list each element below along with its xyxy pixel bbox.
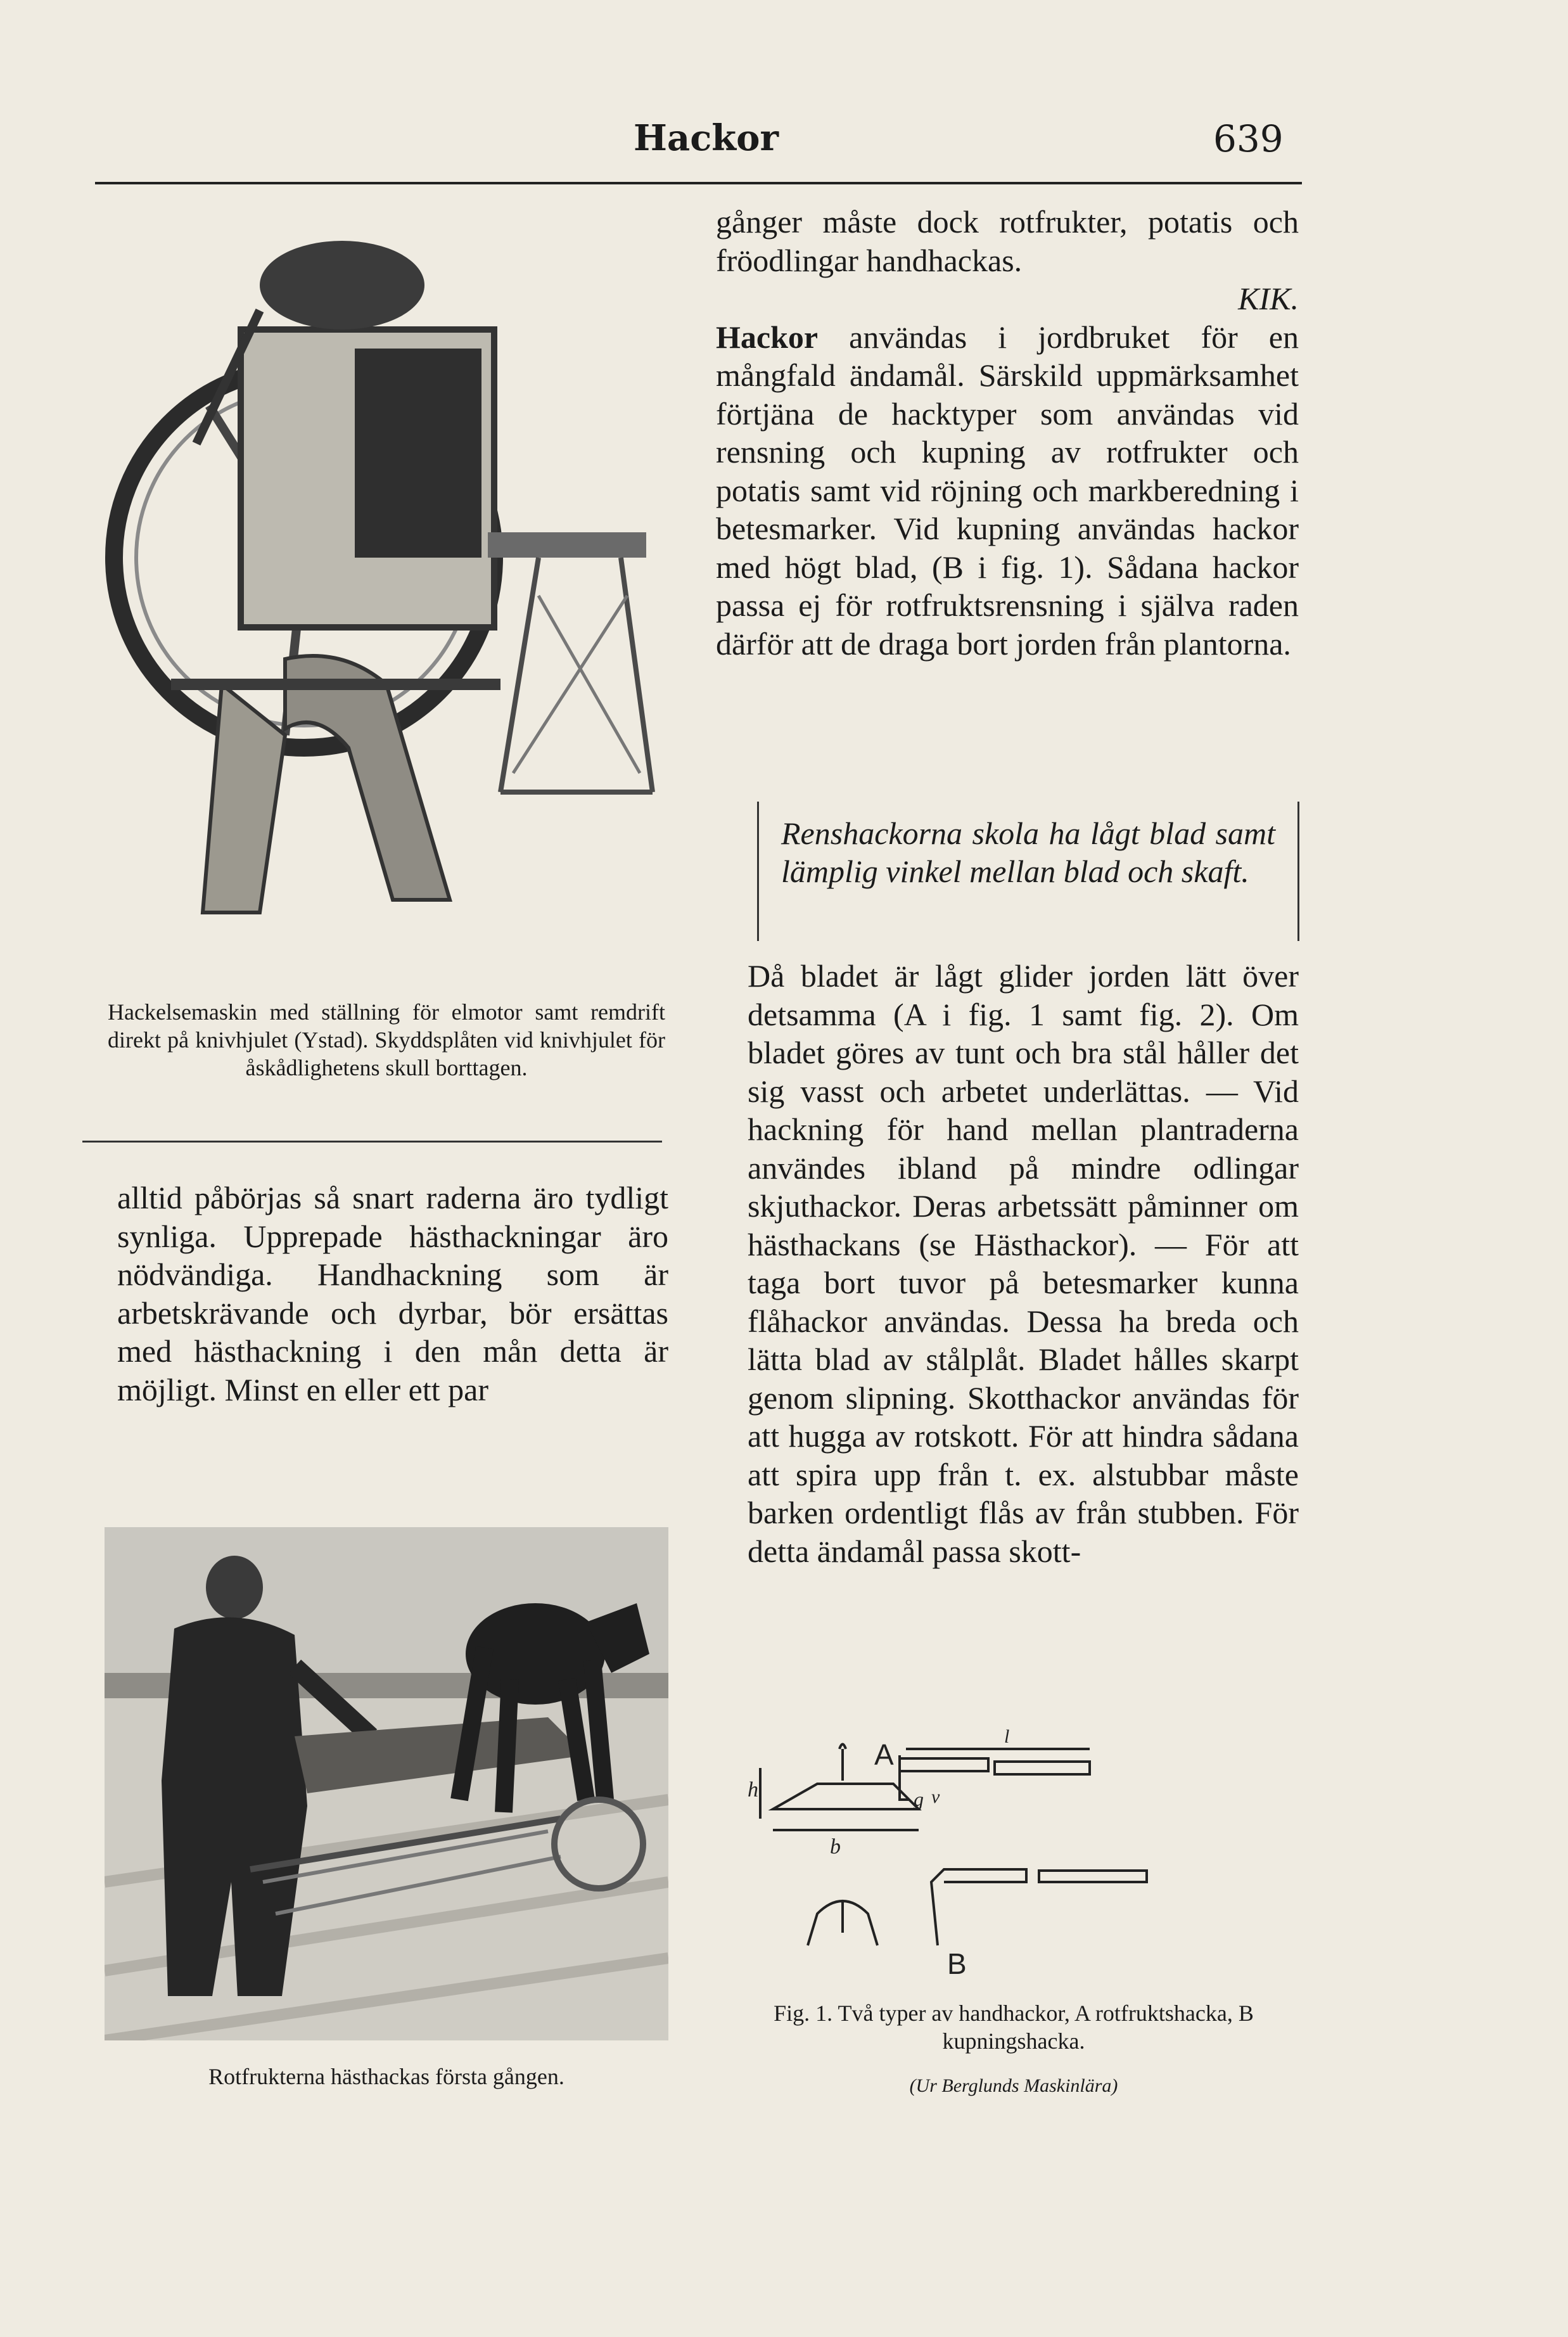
chaff-cutter-photo (95, 203, 665, 989)
hoe-diagram (748, 1724, 1292, 1977)
fig-label-h: h (748, 1778, 758, 1802)
figure-source: (Ur Berglunds Maskinlära) (909, 2075, 1118, 2096)
caption-rule (82, 1141, 662, 1143)
callout-box (757, 802, 1299, 941)
left-column-text (117, 1179, 668, 1409)
fig-label-l: l (1004, 1726, 1010, 1747)
horse-photo-caption: Rotfrukterna hästhackas första gången. (208, 2064, 564, 2089)
headword: Hackor (716, 319, 819, 355)
fig-label-a: A (874, 1738, 894, 1771)
fig-label-b-upper: B (947, 1947, 967, 1977)
machine-photo-caption: Hackelsemaskin med ställning för elmotor samt remdrift direkt på knivhjulet (Ystad). Skyddsplåten vid knivhjulet för åskådlighetens skull borttagen. (108, 999, 665, 1080)
figure-caption: Fig. 1. Två typer av handhackor, A rotfruktshacka, B kupningshacka. (774, 2001, 1254, 2054)
horse-hoeing-photo (105, 1527, 668, 2040)
fig-label-b-lower: b (830, 1835, 841, 1859)
continuation-paragraph: gånger måste dock rotfrukter, potatis och fröodlingar handhackas. (716, 204, 1299, 278)
callout-text: Renshackorna skola ha lågt blad samt lämplig vinkel mellan blad och skaft. (781, 816, 1275, 889)
page-number: 639 (1213, 117, 1284, 160)
right-column-bottom (748, 957, 1299, 1570)
fig-label-v: v (931, 1786, 940, 1807)
author-signature: KIK. (1238, 281, 1299, 316)
fig-label-g: g (914, 1788, 924, 1810)
article-body: användas i jordbruket för en mångfald ändamål. Särskild uppmärksamhet förtjäna de hacktyper som användas vid rensning och kupning av rotfrukter och potatis samt vid röjning och markberedning i betesmarker. Vid kupning användas hackor med högt blad, (B i fig. 1). Sådana hackor passa ej för rotfruktsrensning i själva raden därför att de draga bort jorden från plantorna. (716, 319, 1299, 662)
header-rule (95, 182, 1302, 184)
running-header-title: Hackor (634, 117, 779, 159)
body-paragraph: alltid påbörjas så snart raderna äro tydligt synliga. Upprepade hästhackningar äro nödvändiga. Handhackning som är arbetskrävande och dyrbar, bör ersättas med hästhackning i den mån detta är möjligt. Minst en eller ett par (117, 1180, 668, 1407)
body-paragraph: Då bladet är lågt glider jorden lätt över detsamma (A i fig. 1 samt fig. 2). Om bladet göres av tunt och bra stål håller det sig vasst och arbetet underlättas. — Vid hackning för hand mellan plantraderna användes ibland på mindre odlingar skjuthackor. Deras arbetssätt påminner om hästhackans (se Hästhackor). — För att taga bort tuvor på betesmarker kunna flåhackor användas. Dessa ha breda och lätta blad av stålplåt. Bladet hålles skarpt genom slipning. Skotthackor användas för att hugga av rotskott. För att hindra sådana att spira upp från t. ex. alstubbar måste barken ordentligt flås av från stubben. För detta ändamål passa skott- (748, 958, 1299, 1569)
right-column-top (716, 203, 1299, 663)
article-paragraph (716, 318, 1299, 663)
